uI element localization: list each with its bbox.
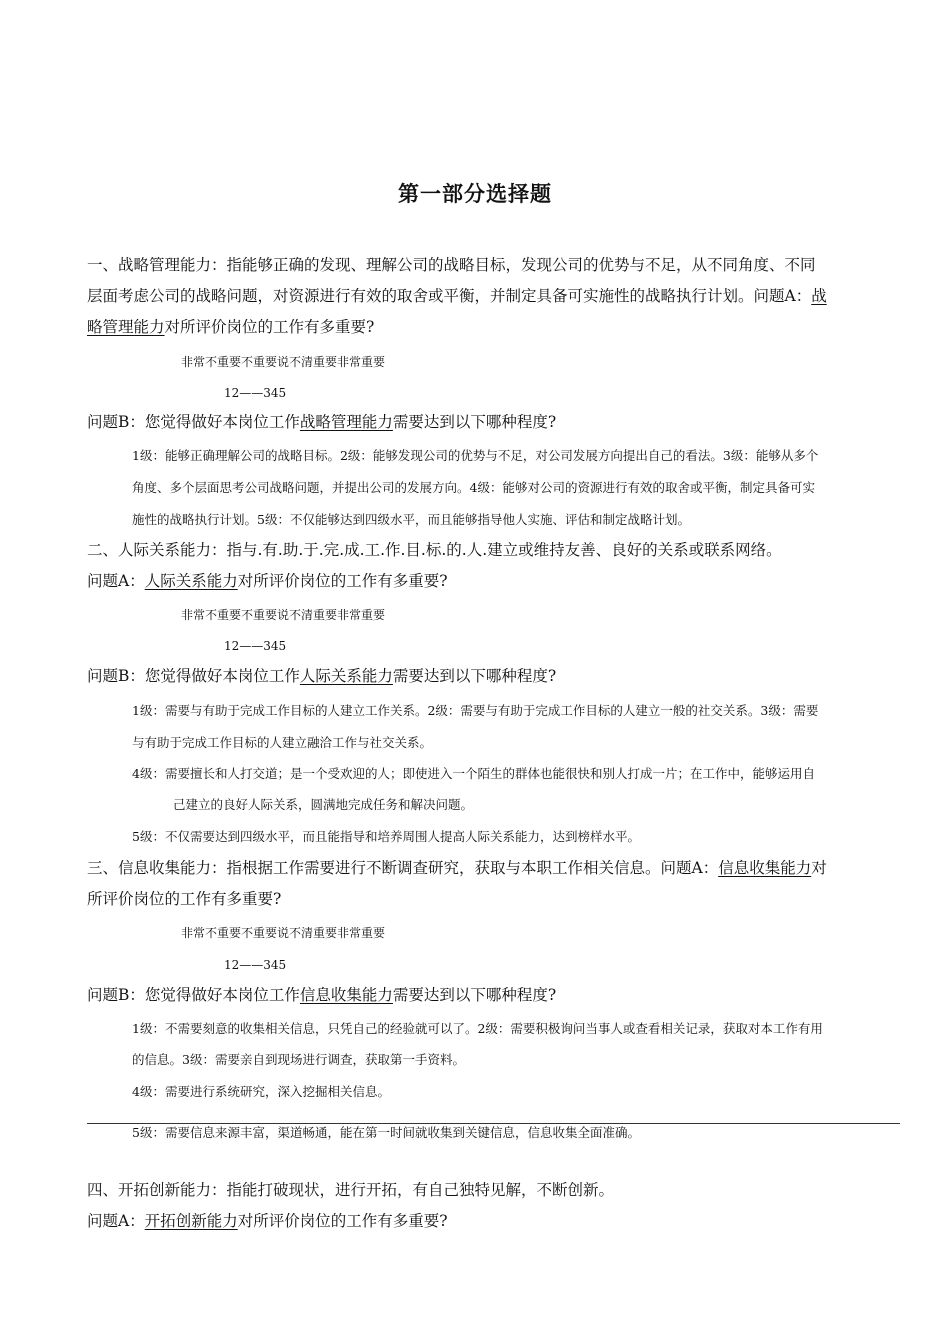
q2-b-prefix: 问题B：您觉得做好本岗位工作	[87, 667, 300, 685]
q2-question-b	[87, 661, 902, 692]
q3-level-line4: 5级：需要信息来源丰富，渠道畅通，能在第一时间就收集到关键信息，信息收集全面准确。	[132, 1125, 640, 1140]
q1-scale-numbers: 12——345	[224, 386, 287, 400]
q2-a-suffix: 对所评价岗位的工作有多重要?	[237, 572, 448, 590]
q2-question-a	[87, 566, 902, 597]
q3-level-line3: 4级：需要进行系统研究，深入挖掘相关信息。	[132, 1084, 390, 1099]
q2-level-line2: 与有助于完成工作目标的人建立融洽工作与社交关系。	[132, 735, 433, 750]
q4-a-prefix: 问题A：	[87, 1212, 145, 1230]
q1-a-keyword-part2: 略管理能力	[87, 318, 165, 336]
q2-level-line1: 1级：需要与有助于完成工作目标的人建立工作关系。2级：需要与有助于完成工作目标的人建立一般的社交关系。3级：需要	[132, 703, 819, 718]
q3-line1-text: 三、信息收集能力：指根据工作需要进行不断调查研究，获取与本职工作相关信息。问题A：	[87, 859, 719, 877]
q1-b-suffix: 需要达到以下哪种程度?	[392, 413, 557, 431]
q1-line2-text: 层面考虑公司的战略问题，对资源进行有效的取舍或平衡，并制定具备可实施性的战略执行计划。问题A：	[87, 287, 812, 305]
q2-level-line5: 5级：不仅需要达到四级水平，而且能指导和培养周围人提高人际关系能力，达到榜样水平。	[132, 829, 640, 844]
q1-a-keyword-part1: 战	[811, 287, 827, 305]
q1-b-keyword: 战略管理能力	[299, 413, 393, 431]
q1-line3-text: 对所评价岗位的工作有多重要?	[164, 318, 375, 336]
q4-question-a	[87, 1206, 902, 1237]
q4-a-keyword: 开拓创新能力	[144, 1212, 238, 1230]
q1-level-line1: 1级：能够正确理解公司的战略目标。2级：能够发现公司的优势与不足，对公司发展方向提出自己的看法。3级：能够从多个	[132, 448, 819, 463]
q4-description	[87, 1175, 902, 1237]
q1-level-line2: 角度、多个层面思考公司战略问题，并提出公司的发展方向。4级：能够对公司的资源进行有效的取舍或平衡，制定具备可实	[132, 480, 815, 495]
q1-line2	[87, 281, 902, 312]
q3-line1-end: 对	[811, 859, 827, 877]
q1-line3	[87, 312, 902, 343]
q2-line1: 二、人际关系能力：指与.有.助.于.完.成.工.作.目.标.的.人.建立或维持友善、良好的关系或联系网络。	[87, 541, 782, 559]
q3-scale-numbers: 12——345	[224, 958, 287, 972]
q2-a-keyword: 人际关系能力	[144, 572, 238, 590]
q1-line1: 一、战略管理能力：指能够正确的发现、理解公司的战略目标，发现公司的优势与不足，从不同角度、不同	[87, 256, 816, 274]
q3-question-b	[87, 980, 902, 1011]
q1-scale-labels: 非常不重要不重要说不清重要非常重要	[181, 355, 386, 369]
q2-b-suffix: 需要达到以下哪种程度?	[392, 667, 557, 685]
q1-question-b	[87, 407, 902, 438]
q2-a-prefix: 问题A：	[87, 572, 145, 590]
q4-a-suffix: 对所评价岗位的工作有多重要?	[237, 1212, 448, 1230]
q3-a-keyword: 信息收集能力	[718, 859, 812, 877]
q3-level-line2: 的信息。3级：需要亲自到现场进行调查，获取第一手资料。	[132, 1052, 465, 1067]
q3-description	[87, 853, 902, 915]
q2-level-line4: 己建立的良好人际关系，圆满地完成任务和解决问题。	[173, 797, 474, 812]
q2-scale-labels: 非常不重要不重要说不清重要非常重要	[181, 608, 386, 622]
page-title: 第一部分选择题	[398, 182, 552, 206]
q2-scale-numbers: 12——345	[224, 639, 287, 653]
q1-b-prefix: 问题B：您觉得做好本岗位工作	[87, 413, 300, 431]
q3-level-line1: 1级：不需要刻意的收集相关信息，只凭自己的经验就可以了。2级：需要积极询问当事人或查看相关记录，获取对本工作有用	[132, 1021, 823, 1036]
q3-b-keyword: 信息收集能力	[299, 986, 393, 1004]
q3-line2: 所评价岗位的工作有多重要?	[87, 890, 282, 908]
q2-description	[87, 535, 902, 597]
q3-scale-labels: 非常不重要不重要说不清重要非常重要	[181, 926, 386, 940]
q3-b-prefix: 问题B：您觉得做好本岗位工作	[87, 986, 300, 1004]
divider-line	[87, 1123, 900, 1124]
q1-level-line3: 施性的战略执行计划。5级：不仅能够达到四级水平，而且能够指导他人实施、评估和制定战略计划。	[132, 512, 690, 527]
q2-b-keyword: 人际关系能力	[299, 667, 393, 685]
q2-level-line3: 4级：需要擅长和人打交道；是一个受欢迎的人；即使进入一个陌生的群体也能很快和别人打成一片；在工作中，能够运用自	[132, 766, 815, 781]
q1-description	[87, 250, 902, 343]
q3-b-suffix: 需要达到以下哪种程度?	[392, 986, 557, 1004]
q4-line1: 四、开拓创新能力：指能打破现状，进行开拓，有自己独特见解，不断创新。	[87, 1181, 615, 1199]
q3-line1	[87, 853, 902, 884]
